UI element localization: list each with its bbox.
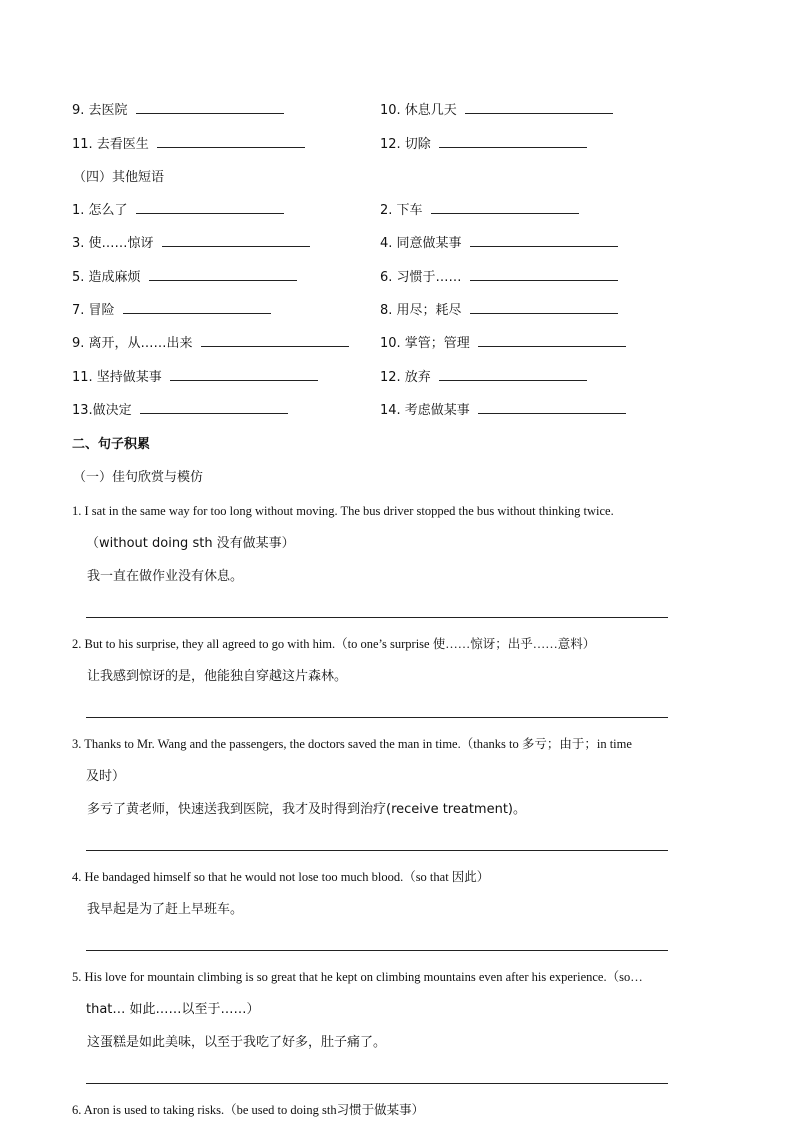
phrase-label: 10. 休息几天 [380,103,457,118]
translation-task: 让我感到惊讶的是，他能独自穿越这片森林。 [87,669,348,684]
phrase-row [72,368,732,388]
answer-blank[interactable] [162,234,310,247]
answer-blank[interactable] [136,101,284,114]
phrase-row [72,301,732,321]
answer-blank[interactable] [470,268,618,281]
phrase-row [72,135,732,155]
translation-task: 多亏了黄老师，快速送我到医院，我才及时得到治疗(receive treatment)。 [87,802,526,817]
phrase-label: 8. 用尽；耗尽 [380,303,462,318]
phrase-label: 12. 放弃 [380,370,431,385]
phrase-label: 2. 下车 [380,203,423,218]
answer-blank[interactable] [478,401,626,414]
translation-task: 这蛋糕是如此美味，以至于我吃了好多，肚子痛了。 [87,1035,387,1050]
answer-blank[interactable] [439,368,587,381]
answer-blank[interactable] [439,135,587,148]
translation-task: 我一直在做作业没有休息。 [87,569,244,584]
phrase-label: 11. 去看医生 [72,137,149,152]
phrase-label: 7. 冒险 [72,303,115,318]
answer-line[interactable] [86,617,668,618]
answer-blank[interactable] [465,101,613,114]
phrase-label: 10. 掌管；管理 [380,336,470,351]
answer-blank[interactable] [470,301,618,314]
phrase-label: 9. 离开，从……出来 [72,336,193,351]
phrase-row [72,401,732,421]
answer-blank[interactable] [431,201,579,214]
phrase-label: 3. 使……惊讶 [72,236,154,251]
phrase-label: 4. 同意做某事 [380,236,462,251]
answer-line[interactable] [86,850,668,851]
sentence-note: that… 如此……以至于……） [86,1002,260,1017]
sentence-example: 2. But to his surprise, they all agreed to go with him.（to one’s surprise 使……惊讶；出乎……意料） [72,637,596,651]
sentence-note: 及时） [86,769,126,784]
phrase-label: 11. 坚持做某事 [72,370,162,385]
translation-task: 我早起是为了赶上早班车。 [87,902,244,917]
sentence-note: （without doing sth 没有做某事） [86,536,295,551]
phrase-label: 1. 怎么了 [72,203,128,218]
answer-blank[interactable] [157,135,305,148]
sentence-example: 3. Thanks to Mr. Wang and the passengers, the doctors saved the man in time.（thanks to 多亏；由于；in time [72,737,632,751]
phrase-row [72,234,732,254]
answer-line[interactable] [86,717,668,718]
answer-blank[interactable] [140,401,288,414]
phrase-row [72,268,732,288]
sentence-example: 5. His love for mountain climbing is so great that he kept on climbing mountains even after his experience.（so… [72,970,643,984]
part-two-title: 二、句子积累 [72,437,151,452]
phrase-label: 9. 去医院 [72,103,128,118]
answer-blank[interactable] [470,234,618,247]
phrase-label: 12. 切除 [380,137,431,152]
phrase-label: 5. 造成麻烦 [72,270,141,285]
sentence-example: 1. I sat in the same way for too long without moving. The bus driver stopped the bus without thinking twice. [72,504,614,518]
answer-blank[interactable] [170,368,318,381]
sentence-example: 6. Aron is used to taking risks.（be used to doing sth习惯于做某事） [72,1103,425,1117]
answer-line[interactable] [86,950,668,951]
answer-blank[interactable] [136,201,284,214]
answer-blank[interactable] [149,268,297,281]
phrase-row [72,334,732,354]
answer-blank[interactable] [478,334,626,347]
phrase-label: 13.做决定 [72,403,132,418]
phrase-label: 14. 考虑做某事 [380,403,470,418]
answer-blank[interactable] [123,301,271,314]
phrase-row [72,101,732,121]
subsection-title: （一）佳句欣赏与模仿 [73,470,204,485]
answer-blank[interactable] [201,334,349,347]
phrase-label: 6. 习惯于…… [380,270,462,285]
sentence-example: 4. He bandaged himself so that he would not lose too much blood.（so that 因此） [72,870,490,884]
section-four-title: （四）其他短语 [73,170,165,185]
phrase-row [72,201,732,221]
answer-line[interactable] [86,1083,668,1084]
